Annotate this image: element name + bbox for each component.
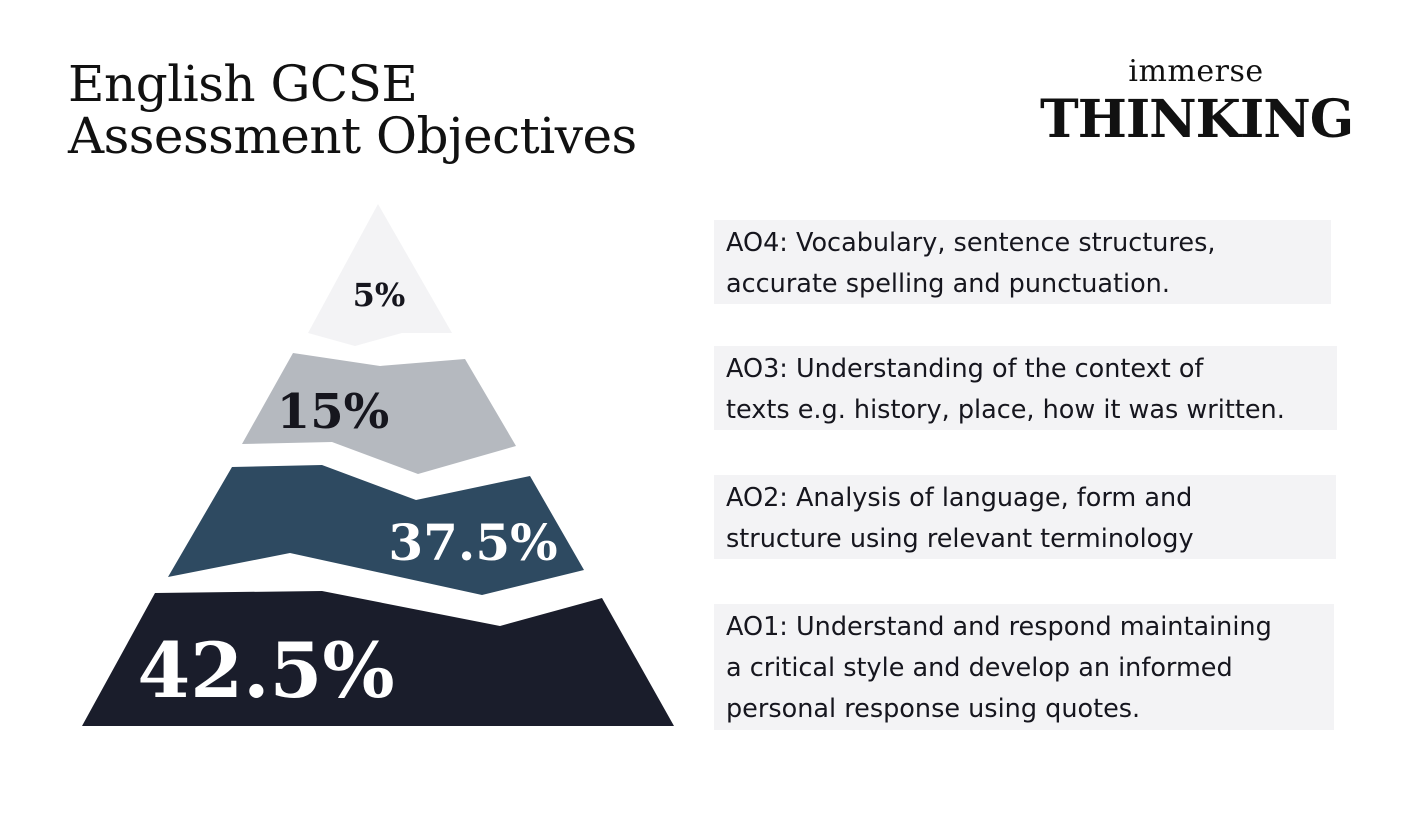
assessment-pyramid [0,0,700,760]
objective-ao4 [714,220,1331,304]
objective-ao1-line-3: personal response using quotes. [726,694,1141,724]
objective-ao4-line-1: AO4: Vocabulary, sentence structures, [726,228,1216,258]
tier-label-ao4: 5% [352,276,406,314]
title-line-2: Assessment Objectives [68,107,637,165]
brand-logo [1040,52,1352,148]
title-line-1: English GCSE [68,55,418,113]
objective-ao2-line-1: AO2: Analysis of language, form and [726,483,1193,513]
objective-ao1-line-2: a critical style and develop an informed [726,653,1233,683]
tier-label-ao3: 15% [276,384,390,440]
objective-ao3-line-2: texts e.g. history, place, how it was written. [726,395,1285,425]
objective-ao2-line-2: structure using relevant terminology [726,524,1194,554]
logo-word-immerse: immerse [1128,54,1264,89]
objective-ao2 [714,475,1336,559]
objective-ao1-line-1: AO1: Understand and respond maintaining [726,612,1272,642]
objective-ao3-line-1: AO3: Understanding of the context of [726,354,1204,384]
objective-ao4-line-2: accurate spelling and punctuation. [726,269,1170,299]
objective-ao3 [714,346,1337,430]
objective-ao1 [714,604,1334,730]
tier-label-ao1: 42.5% [137,626,395,715]
tier-label-ao2: 37.5% [388,513,558,572]
logo-word-thinking: THINKING [1040,89,1354,150]
pyramid-tier-ao4 [308,204,452,346]
